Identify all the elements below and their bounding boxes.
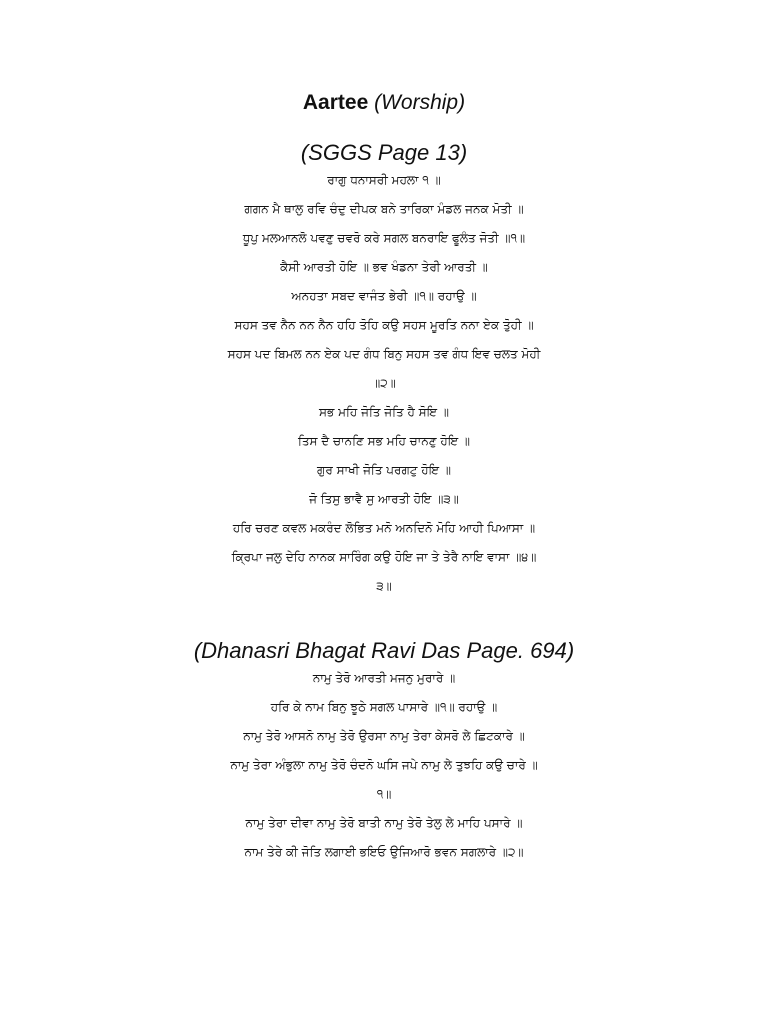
section-sggs-page-13: [0, 140, 768, 601]
verse-line: ਸਹਸ ਪਦ ਬਿਮਲ ਨਨ ਏਕ ਪਦ ਗੰਧ ਬਿਨੁ ਸਹਸ ਤਵ ਗੰਧ ਇਵ ਚਲਤ ਮੋਹੀ: [227, 347, 541, 361]
verse-line: ੧॥: [376, 787, 392, 801]
verse-line: ਨਾਮੁ ਤੇਰੋ ਆਸਨੋ ਨਾਮੁ ਤੇਰੋ ਉਰਸਾ ਨਾਮੁ ਤੇਰਾ ਕੇਸਰੋ ਲੇ ਛਿਟਕਾਰੇ ॥: [243, 729, 525, 743]
verse-line: ਸਭ ਮਹਿ ਜੋਤਿ ਜੋਤਿ ਹੈ ਸੋਇ ॥: [319, 405, 449, 419]
verse-line: ਕ੍ਰਿਪਾ ਜਲੁ ਦੇਹਿ ਨਾਨਕ ਸਾਰਿੰਗ ਕਉ ਹੋਇ ਜਾ ਤੇ ਤੇਰੈ ਨਾਇ ਵਾਸਾ ॥੪॥: [231, 550, 537, 564]
verse-line: ਨਾਮ ਤੇਰੇ ਕੀ ਜੋਤਿ ਲਗਾਈ ਭਇਓ ਉਜਿਆਰੋ ਭਵਨ ਸਗਲਾਰੇ ॥੨॥: [244, 845, 524, 859]
verse-line: ਰਾਗੁ ਧਨਾਸਰੀ ਮਹਲਾ ੧ ॥: [327, 173, 441, 187]
verse-line: ਗੁਰ ਸਾਖੀ ਜੋਤਿ ਪਰਗਟੁ ਹੋਇ ॥: [317, 463, 451, 477]
page-title: [0, 88, 768, 118]
verse-line: ਨਾਮੁ ਤੇਰਾ ਦੀਵਾ ਨਾਮੁ ਤੇਰੋ ਬਾਤੀ ਨਾਮੁ ਤੇਰੋ ਤੇਲੁ ਲੇ ਮਾਹਿ ਪਸਾਰੇ ॥: [245, 816, 523, 830]
verse-line: ਧੂਪੁ ਮਲਆਨਲੋ ਪਵਣੁ ਚਵਰੋ ਕਰੇ ਸਗਲ ਬਨਰਾਇ ਫੂਲੰਤ ਜੋਤੀ ॥੧॥: [242, 231, 526, 245]
section-dhanasri-ravi-das: [0, 638, 768, 867]
verse-line: ਗਗਨ ਮੈ ਥਾਲੁ ਰਵਿ ਚੰਦੁ ਦੀਪਕ ਬਨੇ ਤਾਰਿਕਾ ਮੰਡਲ ਜਨਕ ਮੋਤੀ ॥: [244, 202, 524, 216]
section-heading: (Dhanasri Bhagat Ravi Das Page. 694): [193, 638, 575, 663]
verse-line: ਅਨਹਤਾ ਸਬਦ ਵਾਜੰਤ ਭੇਰੀ ॥੧॥ ਰਹਾਉ ॥: [291, 289, 477, 303]
verse-line: ਨਾਮੁ ਤੇਰਾ ਅੰਭੁਲਾ ਨਾਮੁ ਤੇਰੋ ਚੰਦਨੋ ਘਸਿ ਜਪੇ ਨਾਮੁ ਲੇ ਤੁਝਹਿ ਕਉ ਚਾਰੇ ॥: [230, 758, 538, 772]
verse-line: ਜੋ ਤਿਸੁ ਭਾਵੈ ਸੁ ਆਰਤੀ ਹੋਇ ॥੩॥: [309, 492, 459, 506]
title-bold: Aartee: [302, 91, 369, 114]
verse-line: ਹਰਿ ਚਰਣ ਕਵਲ ਮਕਰੰਦ ਲੋਭਿਤ ਮਨੋ ਅਨਦਿਨੋ ਮੋਹਿ ਆਹੀ ਪਿਆਸਾ ॥: [232, 521, 536, 535]
verse-line: ਹਰਿ ਕੇ ਨਾਮ ਬਿਨੁ ਝੂਠੇ ਸਗਲ ਪਾਸਾਰੇ ॥੧॥ ਰਹਾਉ ॥: [270, 700, 498, 714]
title-italic: (Worship): [374, 91, 466, 114]
verse-line: ਤਿਸ ਦੈ ਚਾਨਣਿ ਸਭ ਮਹਿ ਚਾਨਣੁ ਹੋਇ ॥: [297, 434, 471, 448]
verse-line: ਕੈਸੀ ਆਰਤੀ ਹੋਇ ॥ ਭਵ ਖੰਡਨਾ ਤੇਰੀ ਆਰਤੀ ॥: [280, 260, 488, 274]
section-heading: (SGGS Page 13): [300, 140, 468, 165]
verse-line: ੩॥: [376, 579, 392, 593]
verse-line: ॥੨॥: [372, 376, 396, 390]
verse-line: ਸਹਸ ਤਵ ਨੈਨ ਨਨ ਨੈਨ ਹਹਿ ਤੋਹਿ ਕਉ ਸਹਸ ਮੂਰਤਿ ਨਨਾ ਏਕ ਤੁੋਹੀ ॥: [234, 318, 534, 332]
verse-line: ਨਾਮੁ ਤੇਰੋ ਆਰਤੀ ਮਜਨੁ ਮੁਰਾਰੇ ॥: [312, 671, 456, 685]
